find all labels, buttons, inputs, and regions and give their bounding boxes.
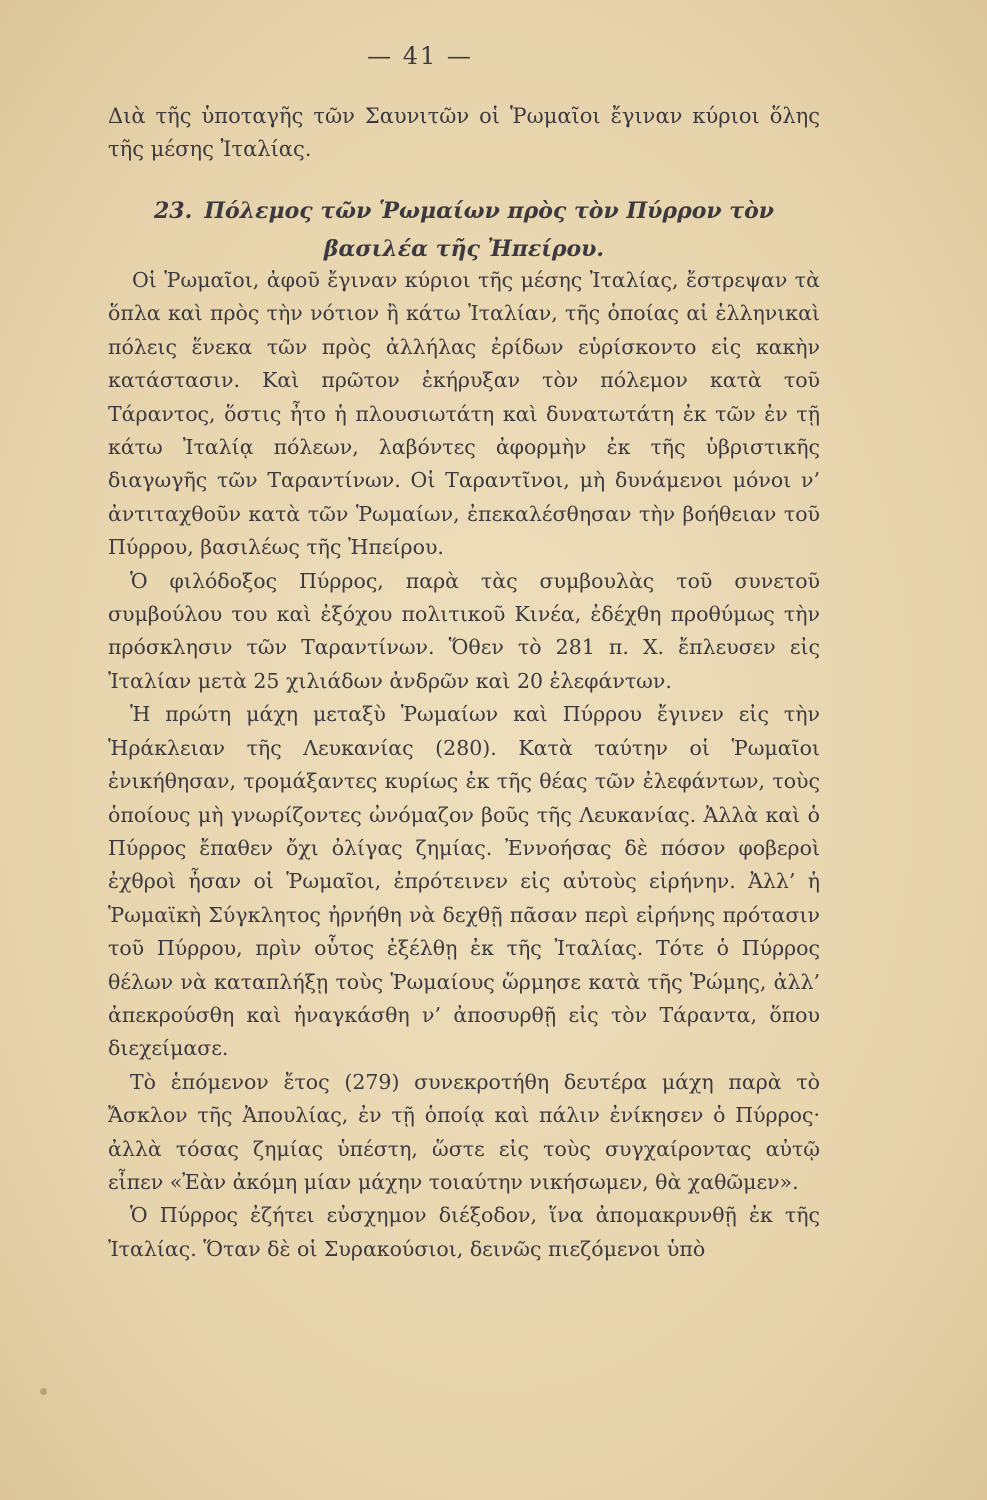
page-number: — 41 — (367, 42, 473, 70)
intro-sentence: Διὰ τῆς ὑποταγῆς τῶν Σαυνιτῶν οἱ Ῥωμαῖοι ἔγιναν κύριοι ὅλης τῆς μέσης Ἰταλίας. (108, 104, 820, 161)
section-number: 23. (153, 198, 193, 224)
paragraph: Ὁ φιλόδοξος Πύρρος, παρὰ τὰς συμβουλὰς τοῦ συνετοῦ συμβούλου του καὶ ἐξόχου πολιτικοῦ Κινέα, ἐδέχθη προθύμως τὴν πρόσκλησιν τῶν Ταραντίνων. Ὅθεν τὸ 281 π. Χ. ἔπλευσεν εἰς Ἰταλίαν μετὰ 25 χιλιάδων ἀνδρῶν καὶ 20 ἐλεφάντων. (108, 568, 820, 693)
paragraph: Ἡ πρώτη μάχη μεταξὺ Ῥωμαίων καὶ Πύρρου ἔγινεν εἰς τὴν Ἡράκλειαν τῆς Λευκανίας (280). Κατὰ ταύτην οἱ Ῥωμαῖοι ἐνικήθησαν, τρομάξαντες κυρίως ἐκ τῆς θέας τῶν ἐλεφάντων, τοὺς ὁποίους μὴ γνωρίζοντες ὠνόμαζον βοῦς τῆς Λευκανίας. Ἀλλὰ καὶ ὁ Πύρρος ἔπαθεν ὄχι ὀλίγας ζημίας. Ἐννοήσας δὲ πόσον φοβεροὶ ἐχθροὶ ἦσαν οἱ Ῥωμαῖοι, ἐπρότεινεν εἰς αὐτοὺς εἰρήνην. Ἀλλ’ ἡ Ῥωμαϊκὴ Σύγκλητος ἠρνήθη νὰ δεχθῇ πᾶσαν περὶ εἰρήνης πρότασιν τοῦ Πύρρου, πρὶν οὗτος ἐξέλθῃ ἐκ τῆς Ἰταλίας. Τότε ὁ Πύρρος θέλων νὰ καταπλήξῃ τοὺς Ῥωμαίους ὥρμησε κατὰ τῆς Ῥώμης, ἀλλ’ ἀπεκρούσθη καὶ ἠναγκάσθη ν’ ἀποσυρθῇ εἰς τὸν Τάραντα, ὅπου διεχείμασε. (108, 702, 820, 1061)
paragraph: Ὁ Πύρρος ἐζήτει εὐσχημον διέξοδον, ἵνα ἀπομακρυνθῇ ἐκ τῆς Ἰταλίας. Ὅταν δὲ οἱ Συρακούσιοι, δεινῶς πιεζόμενοι ὑπὸ (108, 1203, 820, 1261)
section-heading (108, 192, 820, 268)
paragraph: Οἱ Ῥωμαῖοι, ἀφοῦ ἔγιναν κύριοι τῆς μέσης Ἰταλίας, ἔστρεψαν τὰ ὅπλα καὶ πρὸς τὴν νότιον ἢ κάτω Ἰταλίαν, τῆς ὁποίας αἱ ἑλληνικαὶ πόλεις ἕνεκα τῶν πρὸς ἀλλήλας ἐρίδων εὑρίσκοντο εἰς κακὴν κατάστασιν. Καὶ πρῶτον ἐκήρυξαν τὸν πόλεμον κατὰ τοῦ Τάραντος, ὅστις ἦτο ἡ πλουσιωτάτη καὶ δυνατωτάτη ἐκ τῶν ἐν τῇ κάτω Ἰταλίᾳ πόλεων, λαβόντες ἀφορμὴν ἐκ τῆς ὑβριστικῆς διαγωγῆς τῶν Ταραντίνων. Οἱ Ταραντῖνοι, μὴ δυνάμενοι μόνοι ν’ ἀντιταχθοῦν κατὰ τῶν Ῥωμαίων, ἐπεκαλέσθησαν τὴν βοήθειαν τοῦ Πύρρου, βασιλέως τῆς Ἠπείρου. (108, 268, 820, 560)
paper-speck (40, 1388, 47, 1395)
body-text (108, 264, 820, 1266)
section-title: Πόλεμος τῶν Ῥωμαίων πρὸς τὸν Πύρρον τὸν βασιλέα τῆς Ἠπείρου. (204, 198, 775, 262)
paragraph: Τὸ ἑπόμενον ἔτος (279) συνεκροτήθη δευτέρα μάχη παρὰ τὸ Ἄσκλον τῆς Ἀπουλίας, ἐν τῇ ὁποίᾳ καὶ πάλιν ἐνίκησεν ὁ Πύρρος· ἀλλὰ τόσας ζημίας ὑπέστη, ὥστε εἰς τοὺς συγχαίροντας αὐτῷ εἶπεν «Ἐὰν ἀκόμη μίαν μάχην τοιαύτην νικήσωμεν, θὰ χαθῶμεν». (108, 1069, 820, 1194)
